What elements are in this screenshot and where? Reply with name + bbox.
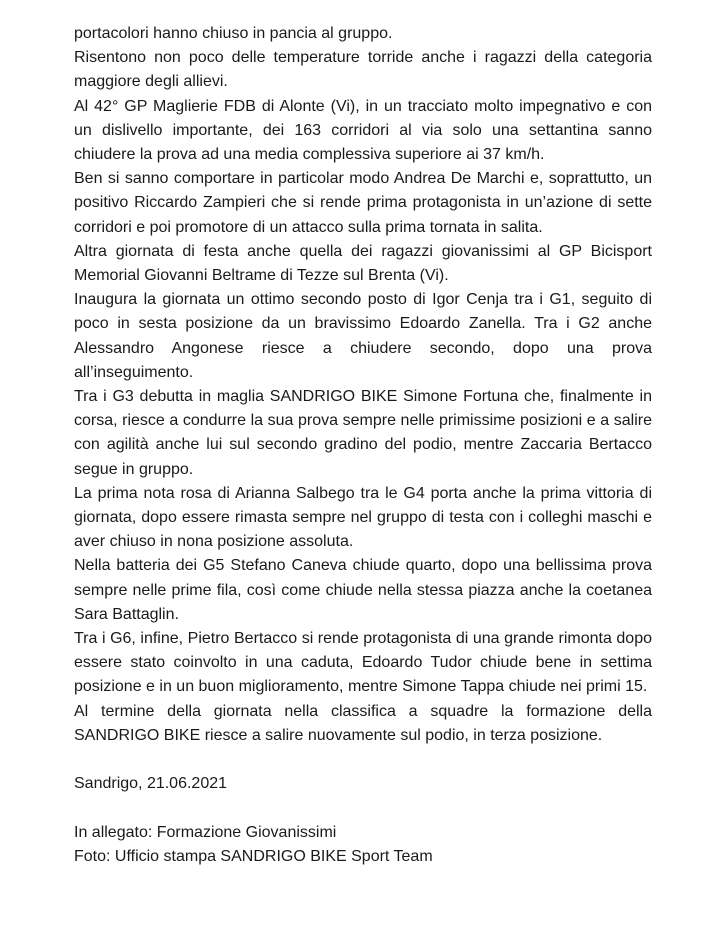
paragraph-2: Risentono non poco delle temperature torride anche i ragazzi della categoria maggiore degli allievi. bbox=[74, 49, 652, 91]
paragraph-6: Inaugura la giornata un ottimo secondo posto di Igor Cenja tra i G1, seguito di poco in sesta posizione da un bravissimo Edoardo Zanella. Tra i G2 anche Alessandro Angonese riesce a chiudere secondo, dopo una prova all’inseguimento. bbox=[74, 291, 652, 381]
paragraph-5: Altra giornata di festa anche quella dei ragazzi giovanissimi al GP Bicisport Memorial Giovanni Beltrame di Tezze sul Brenta (Vi). bbox=[74, 242, 652, 285]
paragraph-10: Tra i G6, infine, Pietro Bertacco si rende protagonista di una grande rimonta dopo essere stato coinvolto in una caduta, Edoardo Tudor chiude bene in settima posizione e in un buon miglioramento, mentre Simone Tappa chiude nei primi 15. bbox=[74, 630, 652, 696]
attachment-line: In allegato: Formazione Giovanissimi bbox=[74, 823, 337, 841]
paragraph-7: Tra i G3 debutta in maglia SANDRIGO BIKE Simone Fortuna che, finalmente in corsa, riesce a condurre la sua prova sempre nelle primissime posizioni e a salire con agilità anche lui sul secondo gradino del podio, mentre Zaccaria Bertacco segue in gruppo. bbox=[74, 388, 652, 478]
paragraph-4: Ben si sanno comportare in particolar modo Andrea De Marchi e, soprattutto, un positivo Riccardo Zampieri che si rende prima protagonista in un’azione di sette corridori e poi promotore di un attacco sulla prima tornata in salita. bbox=[74, 170, 652, 236]
blank-line bbox=[74, 796, 652, 820]
paragraph-3: Al 42° GP Maglierie FDB di Alonte (Vi), in un tracciato molto impegnativo e con un dislivello importante, dei 163 corridori al via solo una settantina sanno chiudere la prova ad una media complessiva superiore ai 37 km/h. bbox=[74, 97, 652, 164]
paragraph-8: La prima nota rosa di Arianna Salbego tra le G4 porta anche la prima vittoria di giornata, dopo essere rimasta sempre nel gruppo di testa con i colleghi maschi e aver chiuso in nona posizione assoluta. bbox=[74, 484, 652, 551]
place-date: Sandrigo, 21.06.2021 bbox=[74, 775, 228, 793]
document-page bbox=[74, 22, 652, 869]
paragraph-1: portacolori hanno chiuso in pancia al gruppo. bbox=[74, 25, 393, 42]
paragraph-9: Nella batteria dei G5 Stefano Caneva chiude quarto, dopo una bellissima prova sempre nelle prime fila, così come chiude nella stessa piazza anche la coetanea Sara Battaglin. bbox=[74, 557, 652, 623]
paragraph-11: Al termine della giornata nella classifica a squadre la formazione della SANDRIGO BIKE riesce a salire nuovamente sul podio, in terza posizione. bbox=[74, 702, 652, 744]
blank-line bbox=[74, 748, 652, 772]
photo-credit: Foto: Ufficio stampa SANDRIGO BIKE Sport Team bbox=[74, 847, 433, 865]
